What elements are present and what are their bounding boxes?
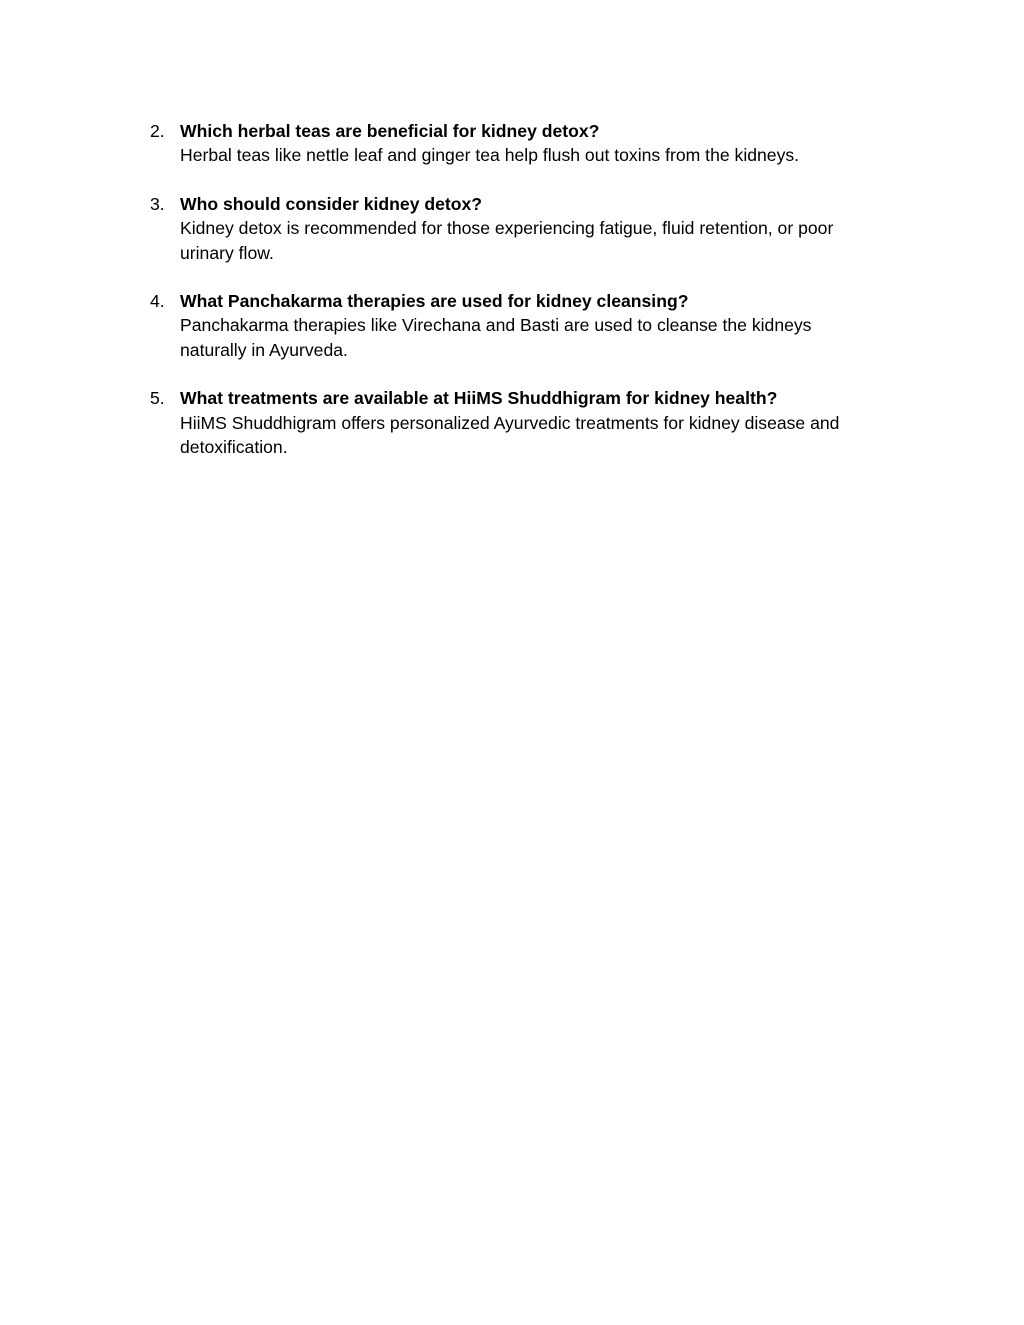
faq-number: 4. bbox=[150, 291, 165, 312]
faq-answer: Kidney detox is recommended for those experiencing fatigue, fluid retention, or poor urinary flow. bbox=[180, 218, 834, 263]
faq-number: 2. bbox=[150, 121, 165, 141]
faq-item bbox=[150, 386, 880, 459]
faq-body bbox=[180, 289, 880, 362]
faq-body bbox=[180, 192, 880, 265]
faq-answer: Panchakarma therapies like Virechana and Basti are used to cleanse the kidneys naturally in Ayurveda. bbox=[180, 315, 812, 360]
faq-number: 5. bbox=[150, 388, 165, 409]
faq-question: What Panchakarma therapies are used for kidney cleansing? bbox=[180, 291, 689, 312]
faq-number: 3. bbox=[150, 193, 165, 214]
faq-body bbox=[180, 119, 880, 168]
faq-item bbox=[150, 119, 880, 168]
faq-question: Who should consider kidney detox? bbox=[180, 193, 483, 214]
faq-question: Which herbal teas are beneficial for kidney detox? bbox=[180, 121, 600, 141]
faq-body bbox=[180, 386, 880, 459]
faq-question: What treatments are available at HiiMS Shuddhigram for kidney health? bbox=[180, 388, 778, 409]
faq-item bbox=[150, 289, 880, 362]
faq-answer: HiiMS Shuddhigram offers personalized Ayurvedic treatments for kidney disease and detoxification. bbox=[180, 412, 840, 458]
faq-list bbox=[150, 119, 880, 483]
faq-item bbox=[150, 192, 880, 265]
faq-answer: Herbal teas like nettle leaf and ginger tea help flush out toxins from the kidneys. bbox=[180, 145, 800, 166]
